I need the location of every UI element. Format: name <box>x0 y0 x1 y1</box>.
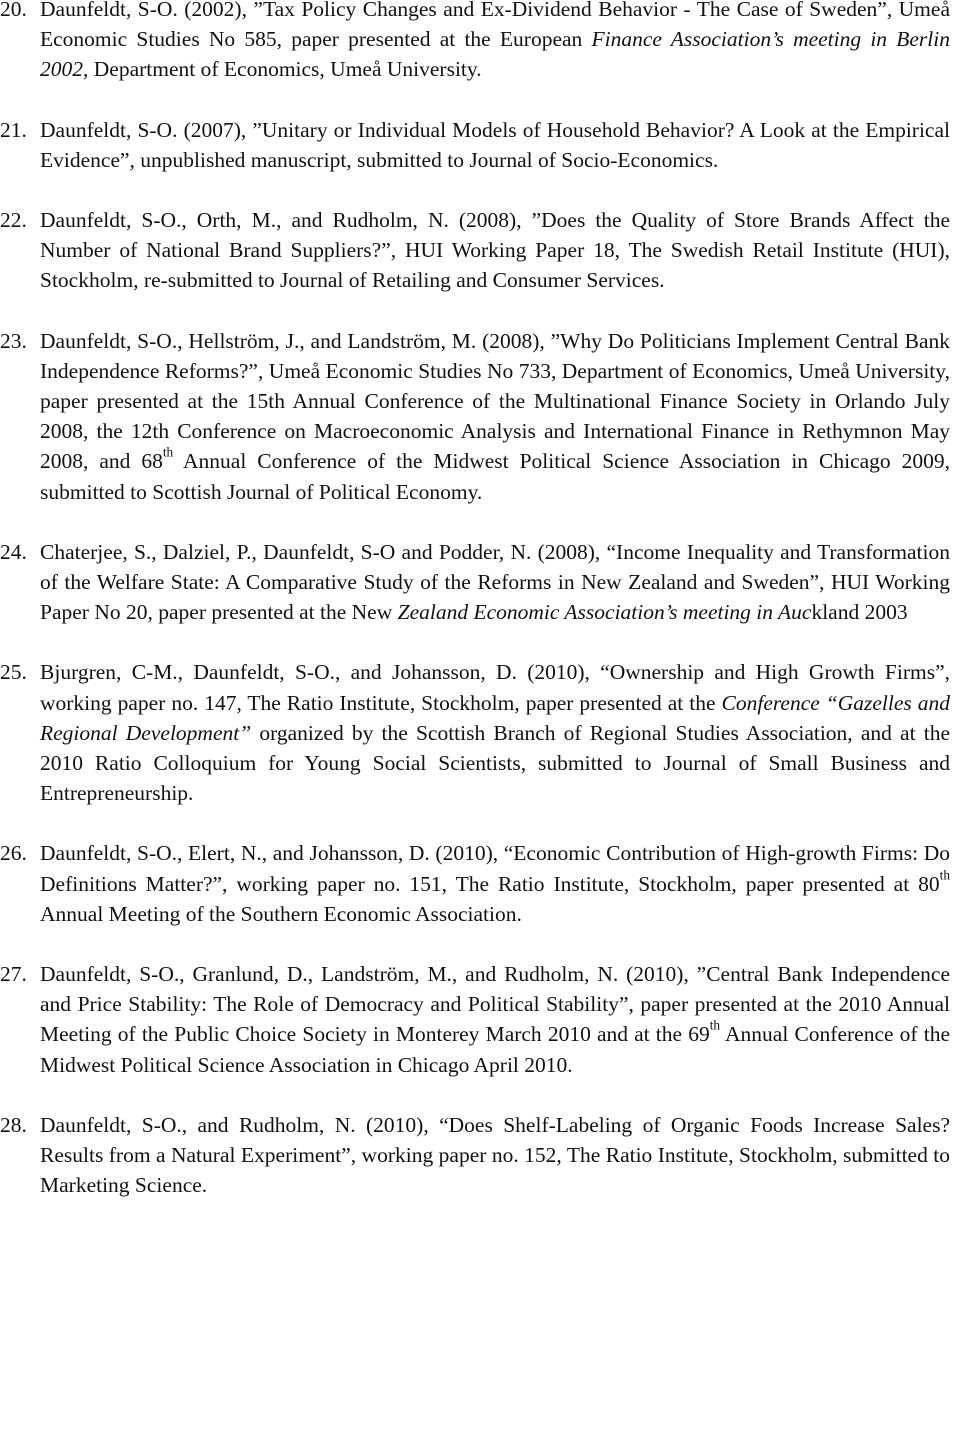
reference-text <box>40 540 950 624</box>
ordinal-superscript: th <box>709 1018 721 1034</box>
reference-number: 27. <box>0 962 27 987</box>
ordinal-superscript: th <box>162 445 174 461</box>
italic-text: Finance Association’s meeting in Berlin 2002 <box>40 27 950 82</box>
text-run: Daunfeldt, S-O. (2002), ”Tax Policy Changes and Ex-Dividend Behavior - The Case of Sweden”, Umeå Economic Studies No 585, paper presented at the European <box>40 0 950 52</box>
text-run: organized by the Scottish Branch of Regional Studies Association, and at the 2010 Ratio Colloquium for Young Social Scientists, submitted to Journal of Small Business and Entrepreneurship. <box>40 720 950 806</box>
reference-entry <box>0 205 950 296</box>
text-run: Daunfeldt, S-O., Granlund, D., Landström, M., and Rudholm, N. (2010), ”Central Bank Independence and Price Stability: The Role of Democracy and Political Stability”, paper presented at the 2010 Annual Meeting of the Public Choice Society in Monterey March 2010 and at the 69 <box>40 962 950 1047</box>
reference-number: 26. <box>0 841 27 866</box>
reference-entry <box>0 0 950 85</box>
text-run: Bjurgren, C-M., Daunfeldt, S-O., and Johansson, D. (2010), “Ownership and High Growth Firms”, working paper no. 147, The Ratio Institute, Stockholm, paper presented at the <box>40 660 950 715</box>
reference-text <box>40 0 950 81</box>
reference-text <box>40 660 950 805</box>
reference-entry <box>0 838 950 929</box>
reference-text <box>40 329 950 504</box>
reference-entry <box>0 326 950 507</box>
text-run: kland 2003 <box>811 600 908 625</box>
reference-number: 25. <box>0 660 27 685</box>
text-run: Daunfeldt, S-O., and Rudholm, N. (2010), “Does Shelf-Labeling of Organic Foods Increase Sales? Results from a Natural Experiment”, working paper no. 152, The Ratio Institute, Stockholm, submitted to Marketing Science. <box>40 1112 950 1198</box>
reference-number: 20. <box>0 0 27 21</box>
text-run: Annual Meeting of the Southern Economic Association. <box>40 901 522 926</box>
text-run: , Department of Economics, Umeå University. <box>83 57 482 82</box>
reference-entry <box>0 115 950 175</box>
text-run: Daunfeldt, S-O., Hellström, J., and Landström, M. (2008), ”Why Do Politicians Implement Central Bank Independence Reforms?”, Umeå Economic Studies No 733, Department of Economics, Umeå University, paper presented at the 15th Annual Conference of the Multinational Finance Society in Orlando July 2008, the 12th Conference on Macroeconomic Analysis and International Finance in Rethymnon May 2008, and 68 <box>40 328 950 474</box>
reference-text <box>40 1113 950 1197</box>
text-run: Chaterjee, S., Dalziel, P., Daunfeldt, S-O and Podder, N. (2008), “Income Inequality and Transformation of the Welfare State: A Comparative Study of the Reforms in New Zealand and Sweden”, HUI Working Paper No 20, paper presented at the New <box>40 539 950 625</box>
ordinal-superscript: th <box>939 867 950 883</box>
reference-entry <box>0 1110 950 1201</box>
reference-number: 23. <box>0 328 27 353</box>
reference-text <box>40 118 950 172</box>
reference-text <box>40 208 950 292</box>
reference-entry <box>0 657 950 808</box>
reference-entry <box>0 959 950 1080</box>
text-run: Daunfeldt, S-O. (2007), ”Unitary or Individual Models of Household Behavior? A Look at the Empirical Evidence”, unpublished manuscript, submitted to Journal of Socio-Economics. <box>40 117 950 172</box>
text-run: Daunfeldt, S-O., Orth, M., and Rudholm, N. (2008), ”Does the Quality of Store Brands Affect the Number of National Brand Suppliers?”, HUI Working Paper 18, The Swedish Retail Institute (HUI), Stockholm, re-submitted to Journal of Retailing and Consumer Services. <box>40 208 950 293</box>
text-run: Annual Conference of the Midwest Political Science Association in Chicago 2009, submitted to Scottish Journal of Political Economy. <box>40 449 950 504</box>
reference-text <box>40 841 950 925</box>
reference-entry <box>0 537 950 628</box>
text-run: Annual Conference of the Midwest Political Science Association in Chicago April 2010. <box>40 1022 950 1077</box>
reference-number: 21. <box>0 117 27 142</box>
italic-text: Conference “Gazelles and Regional Development” <box>40 690 951 745</box>
reference-text <box>40 962 950 1077</box>
reference-number: 28. <box>0 1112 27 1137</box>
italic-text: Zealand Economic Association’s meeting in Auc <box>397 600 812 625</box>
reference-number: 24. <box>0 539 27 564</box>
reference-number: 22. <box>0 208 27 233</box>
text-run: Daunfeldt, S-O., Elert, N., and Johansson, D. (2010), “Economic Contribution of High-growth Firms: Do Definitions Matter?”, working paper no. 151, The Ratio Institute, Stockholm, paper presented at 80 <box>40 841 950 896</box>
